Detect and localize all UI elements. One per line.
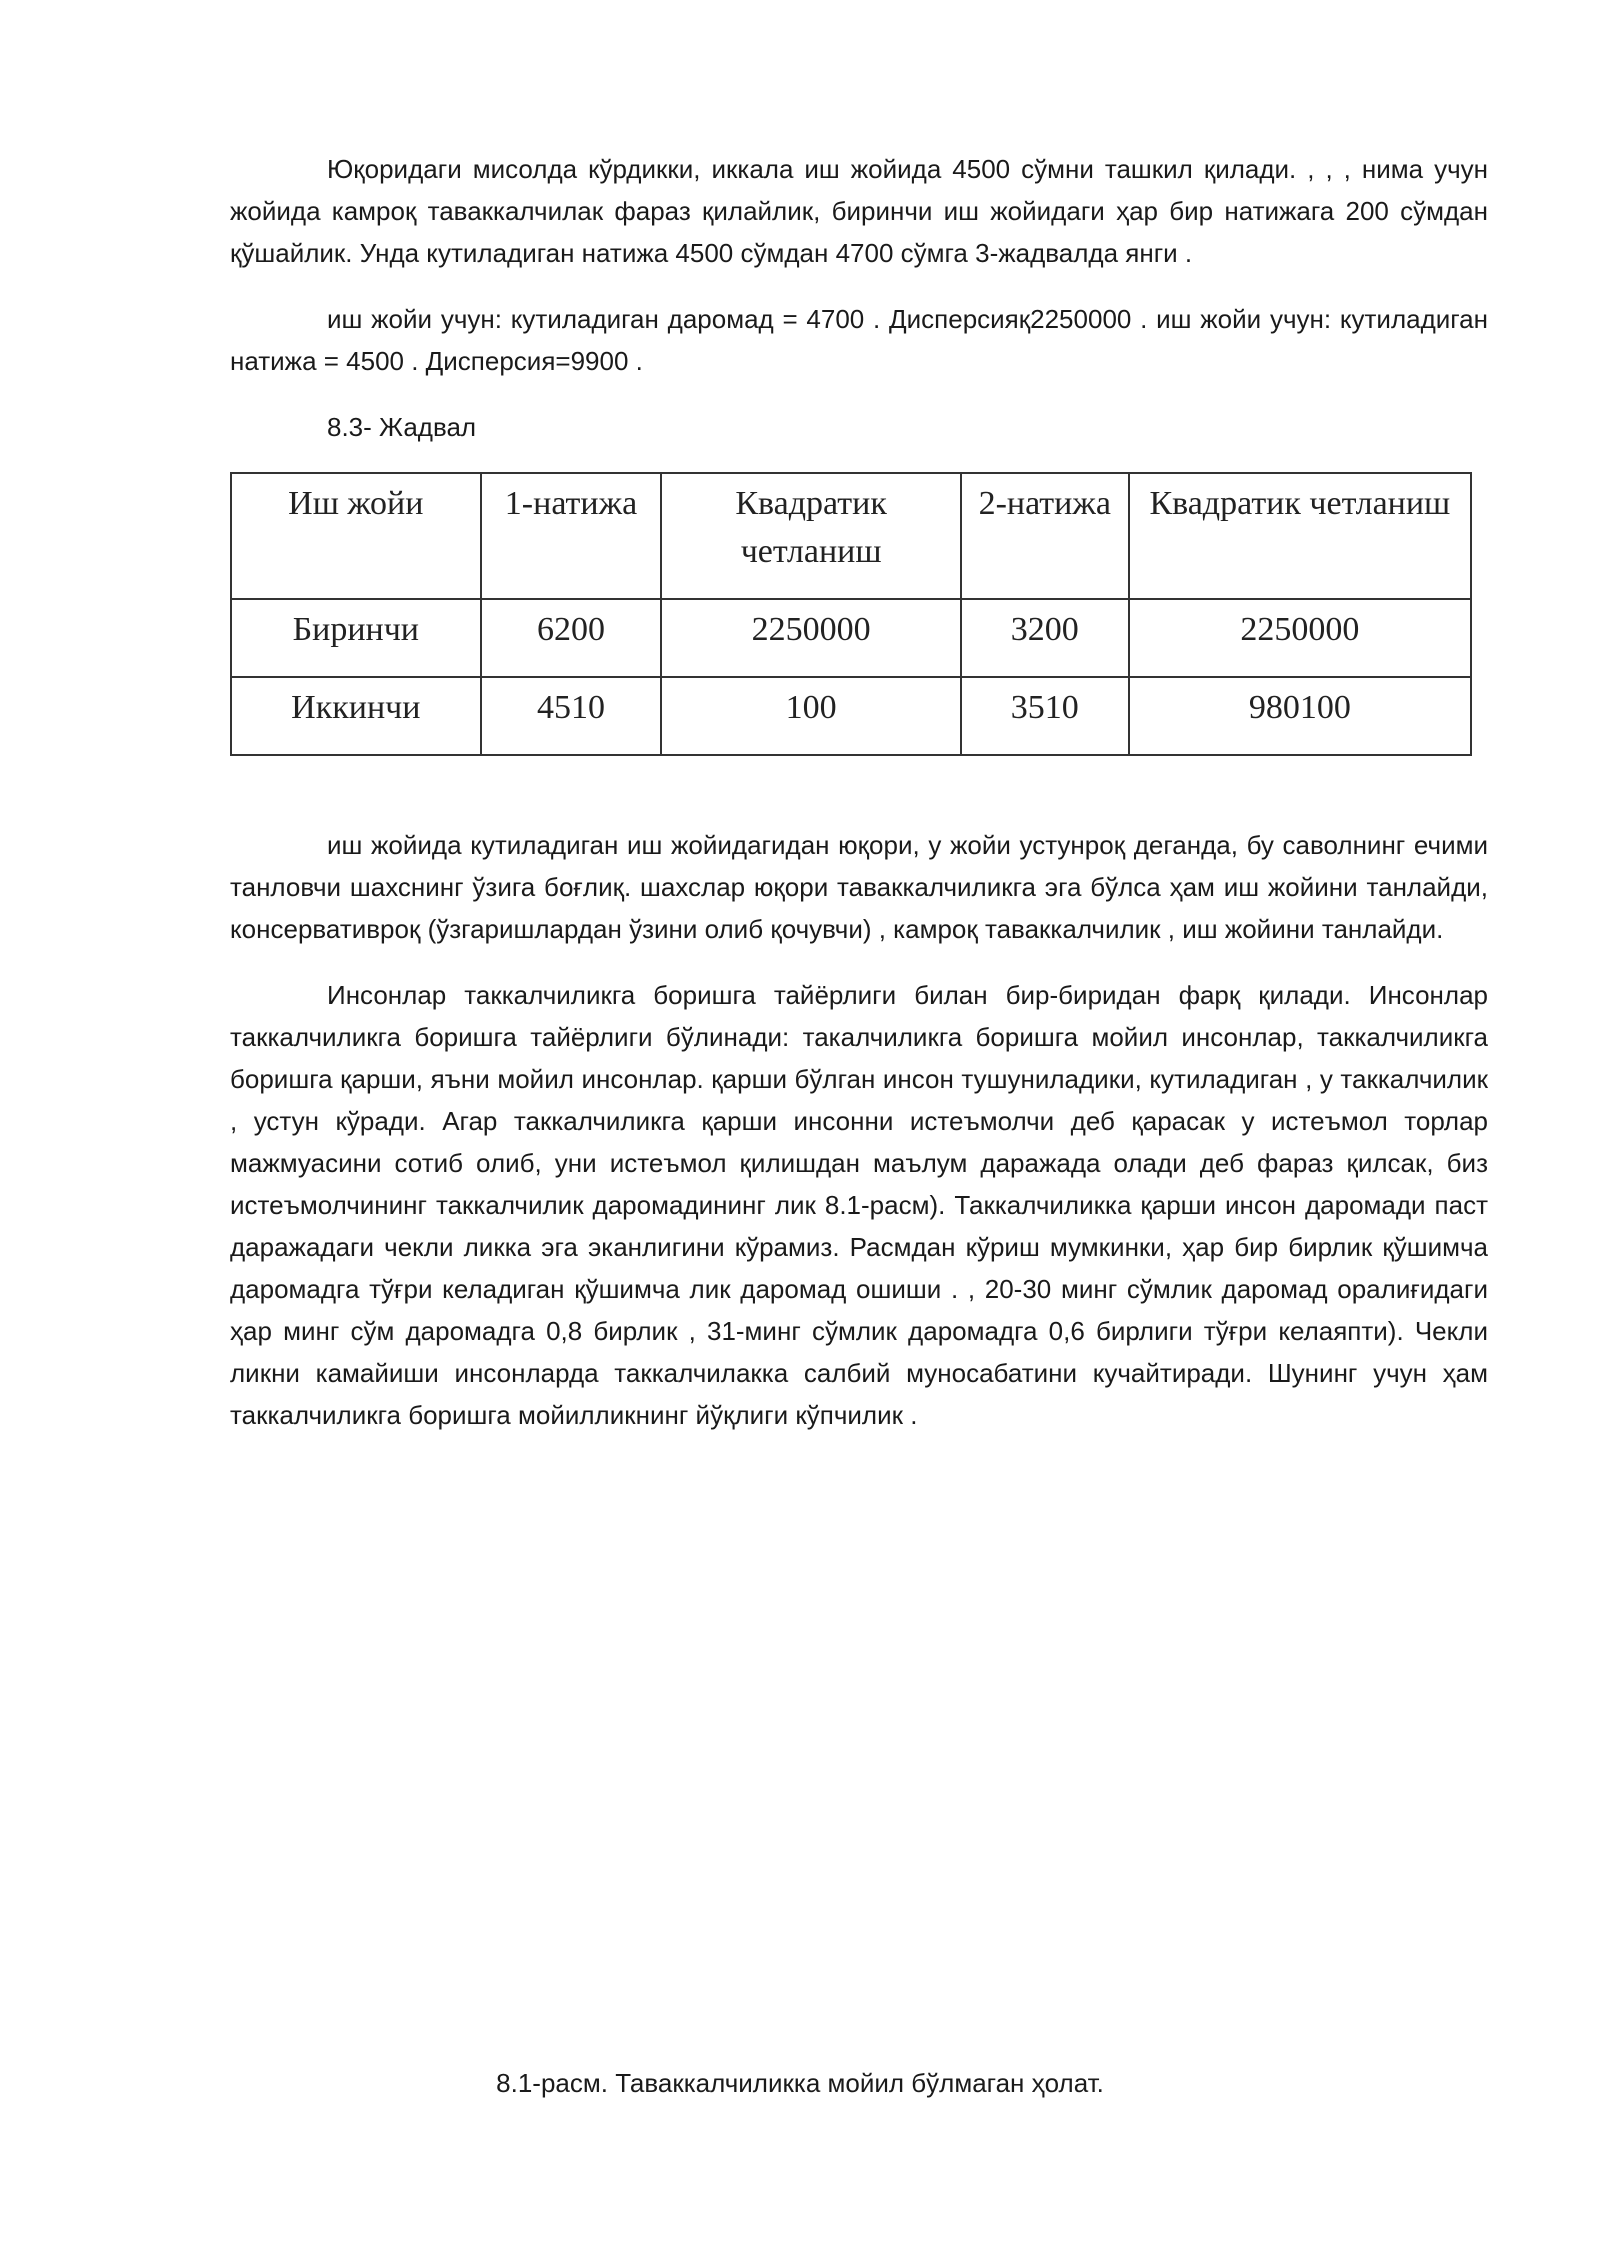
table-header-cell: Квадратик четланиш xyxy=(1129,473,1471,599)
table-cell: 100 xyxy=(661,677,960,755)
document-page xyxy=(230,148,1488,1460)
table-header-cell: Квадратик четланиш xyxy=(661,473,960,599)
table-header-cell: 2-натижа xyxy=(961,473,1129,599)
paragraph-variance: иш жойи учун: кутиладиган даромад = 4700 . Дисперсияқ2250000 . иш жойи учун: кутиладиган натижа = 4500 . Дисперсия=9900 . xyxy=(230,304,1488,376)
table-cell: Иккинчи xyxy=(231,677,481,755)
table-cell: Биринчи xyxy=(231,599,481,677)
table-cell: 3510 xyxy=(961,677,1129,755)
figure-caption: 8.1-расм. Таваккалчиликка мойил бўлмаган ҳолат. xyxy=(496,2068,1104,2098)
results-table xyxy=(230,472,1472,756)
paragraph-intro: Юқоридаги мисолда кўрдикки, иккала иш жойида 4500 сўмни ташкил қилади. , , , нима учун жойида камроқ таваккалчилак фараз қилайлик, биринчи иш жойидаги ҳар бир натижага 200 сўмдан қўшайлик. Унда кутиладиган натижа 4500 сўмдан 4700 сўмга 3-жадвалда янги . xyxy=(230,154,1488,268)
spacer xyxy=(230,756,1488,824)
table-row xyxy=(231,677,1471,755)
paragraph-risk-attitude: Инсонлар таккалчиликга боришга тайёрлиги билан бир-биридан фарқ қилади. Инсонлар таккалчиликга боришга тайёрлиги бўлинади: такалчиликга боришга мойил инсонлар, таккалчиликга боришга қарши, яъни мойил инсонлар. қарши бўлган инсон тушуниладики, кутиладиган , у таккалчилик , устун кўради. Агар таккалчиликга қарши инсонни истеъмолчи деб қарасак у истеъмол торлар мажмуасини сотиб олиб, уни истеъмол қилишдан маълум даражада олади деб фараз қилсак, биз истеъмолчининг таккалчилик даромадининг лик 8.1-расм). Таккалчиликка қарши инсон даромади паст даражадаги чекли ликка эга эканлигини кўрамиз. Расмдан кўриш мумкинки, ҳар бир бирлик қўшимча даромадга тўғри келадиган қўшимча лик даромад ошиши . , 20-30 минг сўмлик даромад оралиғидаги ҳар минг сўм даромадга 0,8 бирлик , 31-минг сўмлик даромадга 0,6 бирлиги тўғри келаяпти). Чекли ликни камайиши инсонларда таккалчилакка салбий муносабатини кучайтиради. Шунинг учун ҳам таккалчиликга боришга мойилликнинг йўқлиги кўпчилик . xyxy=(230,980,1488,1430)
table-cell: 4510 xyxy=(481,677,662,755)
table-caption: 8.3- Жадвал xyxy=(327,412,477,442)
table-cell: 6200 xyxy=(481,599,662,677)
table-row xyxy=(231,599,1471,677)
table-header-cell: Иш жойи xyxy=(231,473,481,599)
table-header-cell: 1-натижа xyxy=(481,473,662,599)
table-cell: 2250000 xyxy=(661,599,960,677)
table-cell: 2250000 xyxy=(1129,599,1471,677)
table-cell: 980100 xyxy=(1129,677,1471,755)
paragraph-choice: иш жойида кутиладиган иш жойидагидан юқори, у жойи устунроқ деганда, бу саволнинг ечими танловчи шахснинг ўзига боғлиқ. шахслар юқори таваккалчиликга эга бўлса ҳам иш жойини танлайди, консервативроқ (ўзгаришлардан ўзини олиб қочувчи) , камроқ таваккалчилик , иш жойини танлайди. xyxy=(230,830,1488,944)
table-cell: 3200 xyxy=(961,599,1129,677)
table-header-row xyxy=(231,473,1471,599)
